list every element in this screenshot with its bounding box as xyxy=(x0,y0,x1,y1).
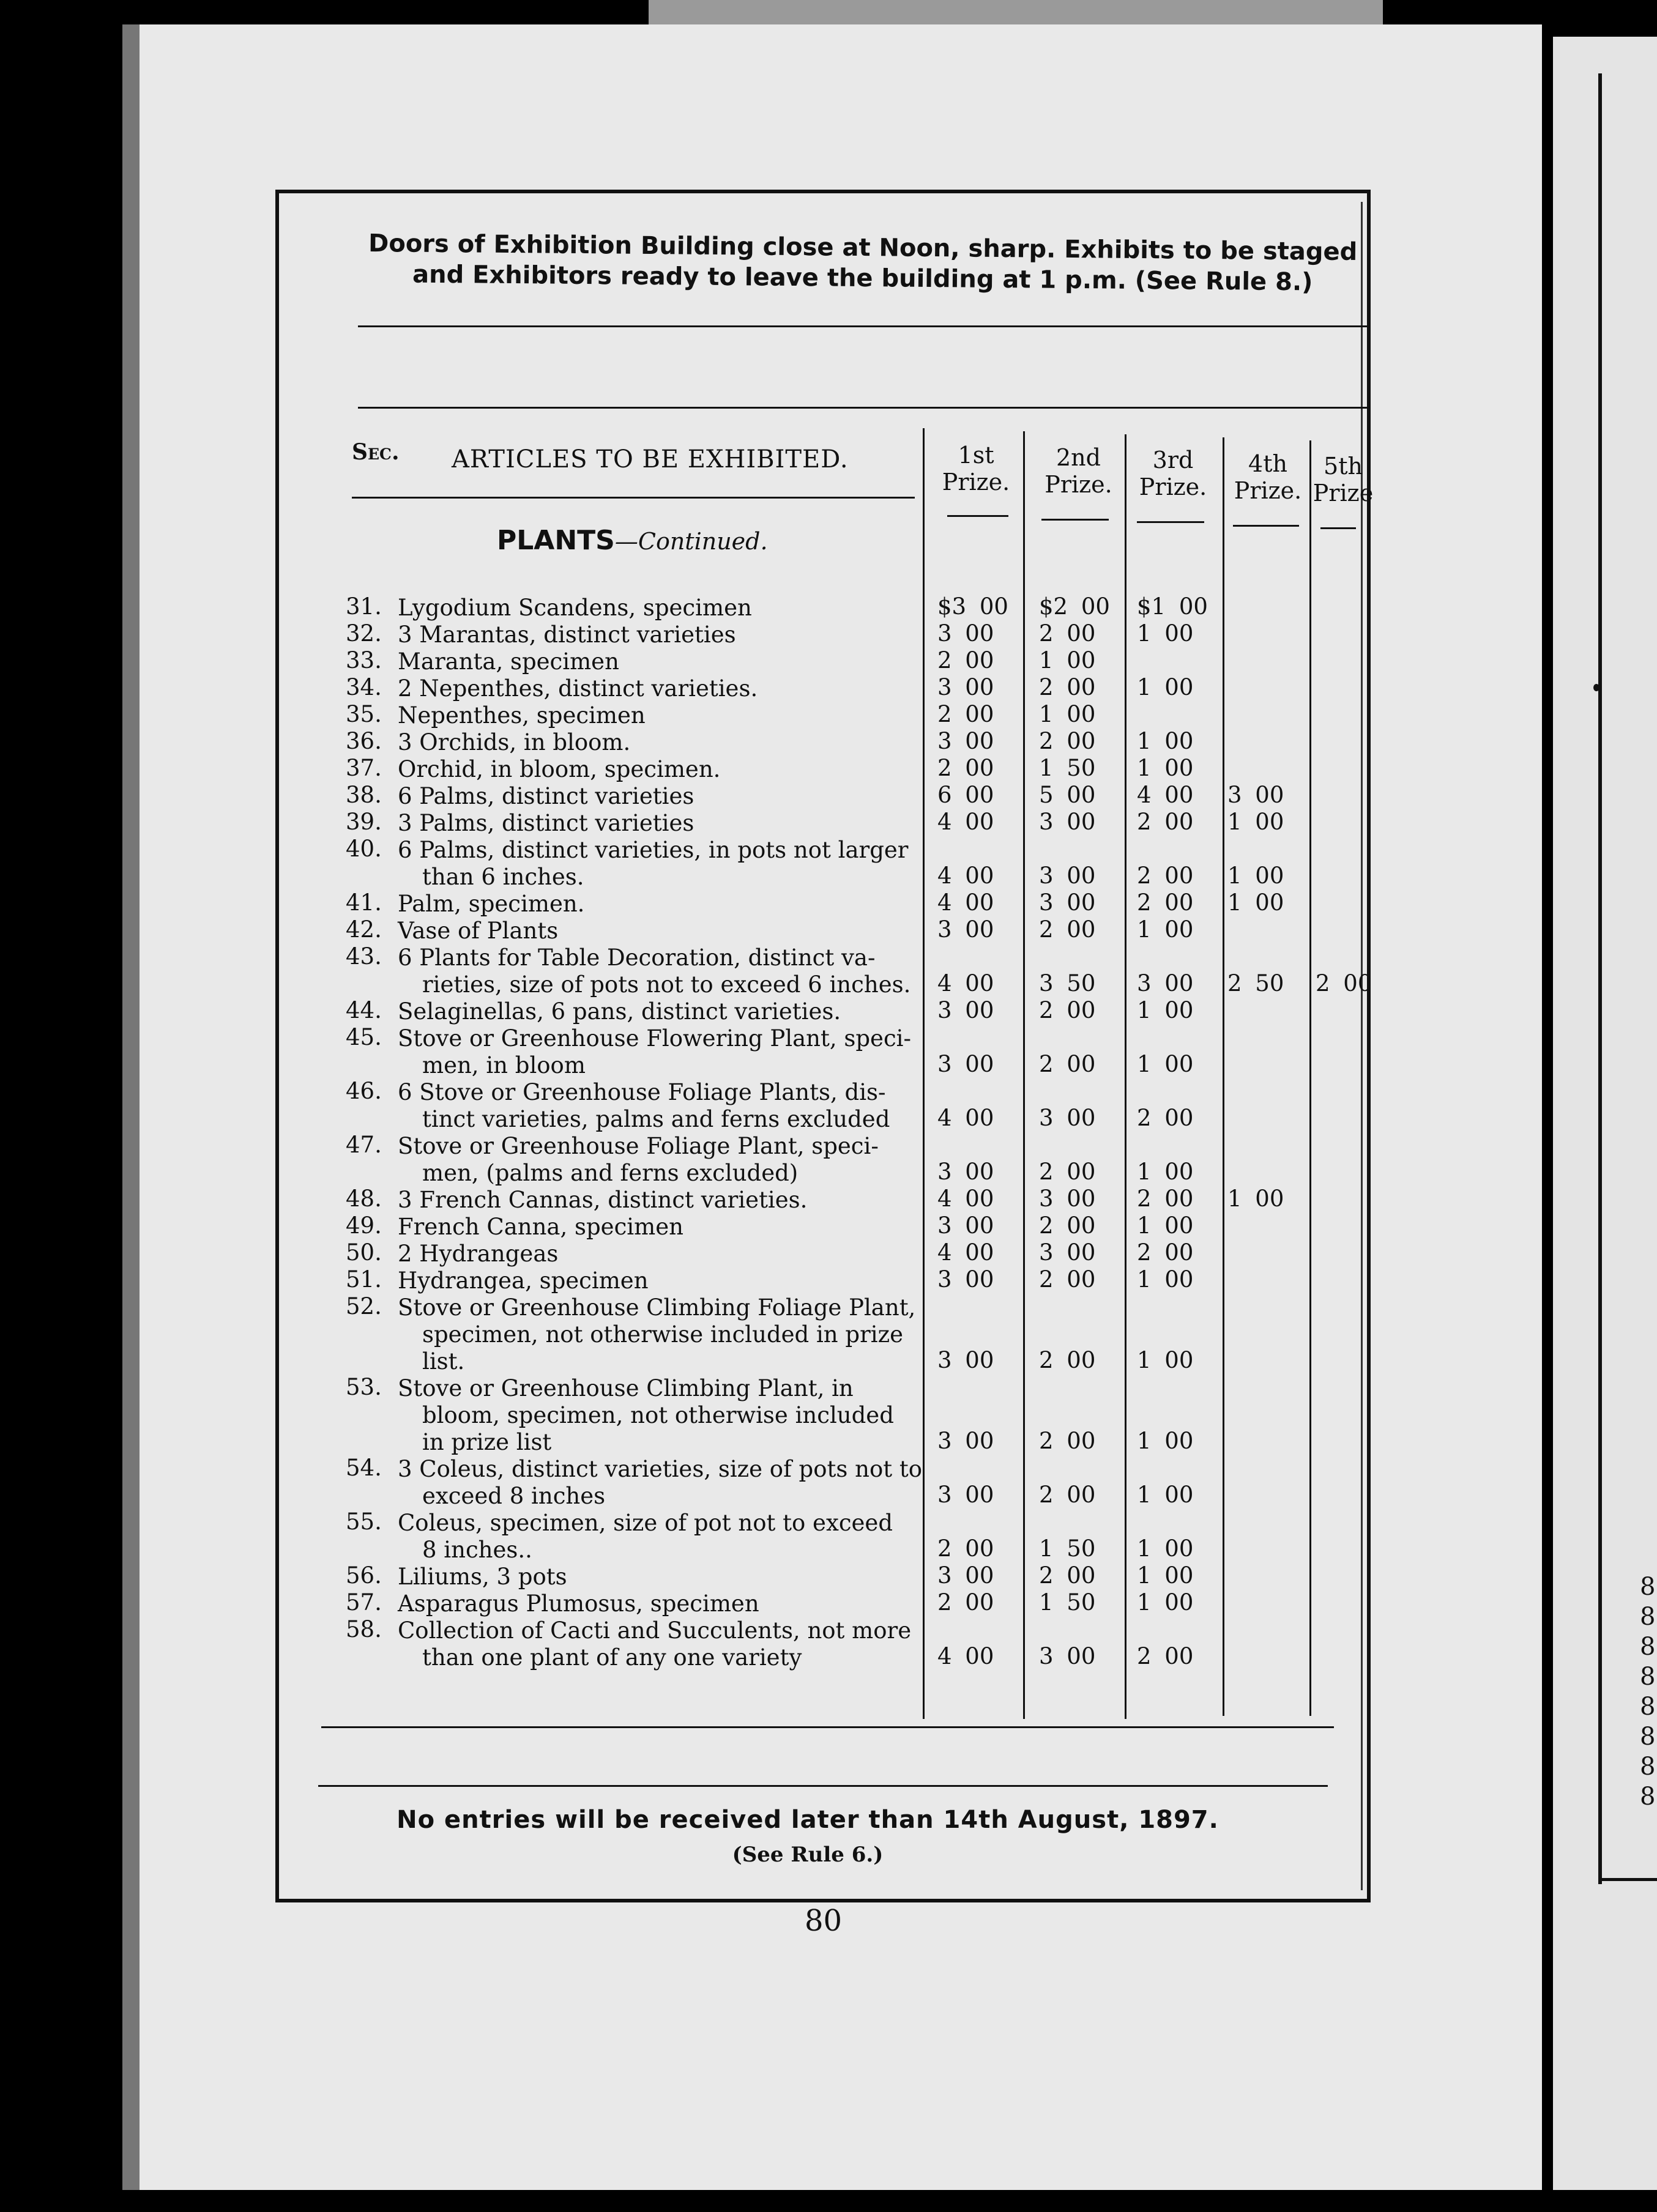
row-number: 47. xyxy=(346,1132,382,1158)
row-description: exceed 8 inches xyxy=(422,1483,606,1509)
prize-4-value: 1 00 xyxy=(1227,863,1284,889)
prize4-column-header: 4th Prize. xyxy=(1234,450,1302,504)
row-description: Stove or Greenhouse Flowering Plant, speci- xyxy=(398,1025,912,1052)
row-number: 39. xyxy=(346,809,382,835)
facing-page-digit: 8 xyxy=(1640,1573,1656,1601)
row-number: 37. xyxy=(346,755,382,781)
row-number: 35. xyxy=(346,701,382,727)
row-description: specimen, not otherwise included in prize xyxy=(422,1321,903,1348)
row-number: 49. xyxy=(346,1212,382,1239)
row-description: Stove or Greenhouse Climbing Foliage Plant, xyxy=(398,1294,916,1321)
prize5-header-rule xyxy=(1320,527,1356,529)
prize-1-value: 4 00 xyxy=(937,1643,994,1669)
prize-1-value: 2 00 xyxy=(937,755,994,781)
row-number: 44. xyxy=(346,997,382,1023)
prize-2-value: 2 00 xyxy=(1039,728,1096,754)
prize-2-value: 2 00 xyxy=(1039,916,1096,943)
row-number: 51. xyxy=(346,1266,382,1293)
prize-1-value: 4 00 xyxy=(937,1239,994,1266)
prize-3-value: 1 00 xyxy=(1137,1482,1194,1508)
prize-3-value: 2 00 xyxy=(1137,863,1194,889)
prize-1-value: 3 00 xyxy=(937,1212,994,1239)
row-number: 40. xyxy=(346,836,382,862)
row-number: 55. xyxy=(346,1509,382,1535)
col-divider-2 xyxy=(1023,431,1025,1719)
prize-2-value: 1 00 xyxy=(1039,701,1096,727)
header-line-2: and Exhibitors ready to leave the building at 1 p.m. (See Rule 8.) xyxy=(412,260,1313,297)
prize-3-value: 1 00 xyxy=(1137,916,1194,943)
prize-2-value: 2 00 xyxy=(1039,674,1096,700)
page-number: 80 xyxy=(805,1904,843,1938)
prize-2-value: 2 00 xyxy=(1039,620,1096,647)
row-number: 45. xyxy=(346,1024,382,1050)
prize-3-value: 2 00 xyxy=(1137,1105,1194,1131)
prize-1-value: 3 00 xyxy=(937,620,994,647)
prize-2-value: 2 00 xyxy=(1039,997,1096,1023)
prize-4-value: 1 00 xyxy=(1227,809,1284,835)
prize-1-value: 2 00 xyxy=(937,647,994,674)
prize-2-value: 3 00 xyxy=(1039,863,1096,889)
col-divider-4 xyxy=(1223,437,1224,1716)
row-description: 3 Orchids, in bloom. xyxy=(398,729,631,755)
row-description: 3 Palms, distinct varieties xyxy=(398,810,694,836)
entry-deadline-rule-ref: (See Rule 6.) xyxy=(732,1843,884,1867)
prize-1-value: 3 00 xyxy=(937,997,994,1023)
prize-1-value: 6 00 xyxy=(937,782,994,808)
prize-1-value: 3 00 xyxy=(937,728,994,754)
prize-1-value: 3 00 xyxy=(937,1266,994,1293)
prize3-column-header: 3rd Prize. xyxy=(1139,447,1207,500)
section-title-main: PLANTS xyxy=(497,525,615,556)
row-description: Maranta, specimen xyxy=(398,648,619,675)
prize-1-value: 4 00 xyxy=(937,889,994,916)
prize5-column-header: 5th Prize xyxy=(1313,453,1374,507)
prize-1-value: 4 00 xyxy=(937,809,994,835)
prize-2-value: 3 50 xyxy=(1039,970,1096,997)
prize-2-value: 3 00 xyxy=(1039,1186,1096,1212)
section-title xyxy=(497,525,768,556)
prize-3-value: $1 00 xyxy=(1137,593,1208,620)
row-description: Collection of Cacti and Succulents, not more xyxy=(398,1617,912,1644)
row-description: French Canna, specimen xyxy=(398,1214,683,1240)
prize-2-value: 3 00 xyxy=(1039,809,1096,835)
prize-3-value: 1 00 xyxy=(1137,1535,1194,1562)
header-rule-2 xyxy=(358,407,1368,409)
row-description: Nepenthes, specimen xyxy=(398,702,646,729)
prize-1-value: 4 00 xyxy=(937,970,994,997)
row-number: 31. xyxy=(346,593,382,620)
prize-2-value: 2 00 xyxy=(1039,1051,1096,1077)
prize-2-value: 2 00 xyxy=(1039,1266,1096,1293)
facing-page-digit: 8 xyxy=(1640,1693,1656,1721)
prize4-header-rule xyxy=(1233,525,1299,527)
prize-3-value: 1 00 xyxy=(1137,1159,1194,1185)
row-description: than one plant of any one variety xyxy=(422,1644,802,1671)
row-description: men, (palms and ferns excluded) xyxy=(422,1160,799,1186)
prize-1-value: 4 00 xyxy=(937,1105,994,1131)
prize-2-value: $2 00 xyxy=(1039,593,1110,620)
row-description: Palm, specimen. xyxy=(398,891,585,917)
prize-3-value: 1 00 xyxy=(1137,1589,1194,1616)
prize-3-value: 1 00 xyxy=(1137,755,1194,781)
row-number: 46. xyxy=(346,1078,382,1104)
page-gutter-edge xyxy=(122,24,140,2190)
row-description: bloom, specimen, not otherwise included xyxy=(422,1402,894,1428)
row-description: 6 Palms, distinct varieties xyxy=(398,783,694,809)
row-description: 6 Plants for Table Decoration, distinct va- xyxy=(398,945,876,971)
header-line-1: Doors of Exhibition Building close at Noon, sharp. Exhibits to be staged xyxy=(368,229,1358,267)
prize-3-value: 2 00 xyxy=(1137,1186,1194,1212)
prize-4-value: 1 00 xyxy=(1227,889,1284,916)
prize-3-value: 4 00 xyxy=(1137,782,1194,808)
row-description: in prize list xyxy=(422,1429,552,1455)
section-title-continued: —Continued. xyxy=(614,528,768,555)
row-description: 6 Palms, distinct varieties, in pots not larger xyxy=(398,837,909,863)
prize-2-value: 2 00 xyxy=(1039,1482,1096,1508)
header-notice xyxy=(343,228,1383,299)
row-description: 2 Hydrangeas xyxy=(398,1241,559,1267)
row-description: rieties, size of pots not to exceed 6 inches. xyxy=(422,971,911,998)
row-description: list. xyxy=(422,1348,465,1375)
prize-1-value: 2 00 xyxy=(937,1589,994,1616)
prize-2-value: 2 00 xyxy=(1039,1212,1096,1239)
prize-1-value: 3 00 xyxy=(937,1428,994,1454)
row-number: 52. xyxy=(346,1293,382,1319)
row-number: 57. xyxy=(346,1589,382,1616)
prize-3-value: 1 00 xyxy=(1137,620,1194,647)
prize-2-value: 2 00 xyxy=(1039,1428,1096,1454)
prize-1-value: 3 00 xyxy=(937,1159,994,1185)
facing-page-digit: 8 xyxy=(1640,1603,1656,1631)
prize-3-value: 1 00 xyxy=(1137,1428,1194,1454)
prize-1-value: 4 00 xyxy=(937,1186,994,1212)
sec-column-header: Sec. xyxy=(352,439,400,465)
row-number: 56. xyxy=(346,1562,382,1589)
prize-3-value: 1 00 xyxy=(1137,674,1194,700)
prize-3-value: 1 00 xyxy=(1137,1266,1194,1293)
prize-4-value: 1 00 xyxy=(1227,1186,1284,1212)
prize-2-value: 2 00 xyxy=(1039,1562,1096,1589)
prize-3-value: 1 00 xyxy=(1137,1051,1194,1077)
prize-2-value: 3 00 xyxy=(1039,1105,1096,1131)
row-description: Vase of Plants xyxy=(398,918,559,944)
prize-2-value: 1 50 xyxy=(1039,755,1096,781)
row-description: Lygodium Scandens, specimen xyxy=(398,595,752,621)
row-number: 36. xyxy=(346,728,382,754)
prize-1-value: 3 00 xyxy=(937,674,994,700)
footer-top-rule xyxy=(318,1785,1328,1787)
facing-page-digit: 8 xyxy=(1640,1723,1656,1751)
prize-1-value: 3 00 xyxy=(937,1051,994,1077)
prize-2-value: 2 00 xyxy=(1039,1159,1096,1185)
facing-page xyxy=(1553,37,1657,2190)
prize1-header-rule xyxy=(947,515,1008,517)
facing-page-digit: 8 xyxy=(1640,1663,1656,1691)
facing-page-digits xyxy=(1640,1572,1657,1812)
prize-3-value: 1 00 xyxy=(1137,728,1194,754)
prize-2-value: 3 00 xyxy=(1039,889,1096,916)
row-number: 58. xyxy=(346,1616,382,1642)
row-description: 3 French Cannas, distinct varieties. xyxy=(398,1187,808,1213)
facing-page-digit: 8 xyxy=(1640,1633,1656,1661)
row-description: Stove or Greenhouse Climbing Plant, in xyxy=(398,1375,854,1401)
row-description: 8 inches.. xyxy=(422,1537,532,1563)
articles-column-header: ARTICLES TO BE EXHIBITED. xyxy=(452,445,849,473)
prize-4-value: 3 00 xyxy=(1227,782,1284,808)
prize-4-value: 2 50 xyxy=(1227,970,1284,997)
row-number: 54. xyxy=(346,1455,382,1481)
prize-2-value: 2 00 xyxy=(1039,1347,1096,1373)
row-number: 43. xyxy=(346,943,382,970)
facing-page-digit: 8 xyxy=(1640,1783,1656,1811)
prize1-column-header: 1st Prize. xyxy=(942,442,1010,495)
prize-3-value: 2 00 xyxy=(1137,889,1194,916)
prize-1-value: 2 00 xyxy=(937,701,994,727)
prize-2-value: 3 00 xyxy=(1039,1239,1096,1266)
facing-page-digit: 8 xyxy=(1640,1753,1656,1781)
prize-2-value: 1 50 xyxy=(1039,1535,1096,1562)
row-description: tinct varieties, palms and ferns excluded xyxy=(422,1106,890,1132)
row-description: 6 Stove or Greenhouse Foliage Plants, dis- xyxy=(398,1079,886,1105)
prize3-header-rule xyxy=(1137,521,1204,523)
row-description: Coleus, specimen, size of pot not to exceed xyxy=(398,1510,893,1536)
row-number: 32. xyxy=(346,620,382,647)
header-rule-1 xyxy=(358,325,1368,327)
prize2-header-rule xyxy=(1041,519,1109,521)
ink-speck xyxy=(1593,684,1599,691)
prize-3-value: 2 00 xyxy=(1137,809,1194,835)
col-divider-3 xyxy=(1125,434,1126,1719)
prize-3-value: 2 00 xyxy=(1137,1643,1194,1669)
row-description: Asparagus Plumosus, specimen xyxy=(398,1590,759,1617)
prize-3-value: 1 00 xyxy=(1137,1562,1194,1589)
prize-1-value: 4 00 xyxy=(937,863,994,889)
prize-3-value: 2 00 xyxy=(1137,1239,1194,1266)
row-number: 38. xyxy=(346,782,382,808)
prize2-column-header: 2nd Prize. xyxy=(1044,444,1112,498)
prize-1-value: $3 00 xyxy=(937,593,1008,620)
row-description: Hydrangea, specimen xyxy=(398,1267,649,1294)
row-description: 3 Coleus, distinct varieties, size of pots not to xyxy=(398,1456,922,1482)
table-bottom-rule xyxy=(321,1726,1334,1728)
row-description: 2 Nepenthes, distinct varieties. xyxy=(398,675,758,702)
prize-1-value: 3 00 xyxy=(937,916,994,943)
prize-2-value: 3 00 xyxy=(1039,1643,1096,1669)
col-divider-5 xyxy=(1309,440,1311,1716)
facing-page-rule xyxy=(1598,73,1602,1884)
row-number: 53. xyxy=(346,1374,382,1400)
row-description: Selaginellas, 6 pans, distinct varieties. xyxy=(398,998,841,1025)
articles-header-rule xyxy=(352,497,915,499)
row-description: Orchid, in bloom, specimen. xyxy=(398,756,721,782)
row-description: Liliums, 3 pots xyxy=(398,1564,567,1590)
row-number: 34. xyxy=(346,674,382,700)
row-description: than 6 inches. xyxy=(422,864,584,890)
row-number: 41. xyxy=(346,889,382,916)
prize-5-value: 2 00 xyxy=(1316,970,1372,997)
entry-deadline-notice: No entries will be received later than 14th August, 1897. xyxy=(397,1806,1219,1834)
prize-1-value: 3 00 xyxy=(937,1482,994,1508)
row-description: Stove or Greenhouse Foliage Plant, speci- xyxy=(398,1133,879,1159)
facing-page-rule-bottom xyxy=(1598,1878,1657,1881)
row-number: 42. xyxy=(346,916,382,943)
row-number: 48. xyxy=(346,1186,382,1212)
row-number: 33. xyxy=(346,647,382,674)
prize-1-value: 3 00 xyxy=(937,1562,994,1589)
prize-1-value: 2 00 xyxy=(937,1535,994,1562)
prize-3-value: 1 00 xyxy=(1137,1212,1194,1239)
prize-2-value: 1 00 xyxy=(1039,647,1096,674)
prize-2-value: 5 00 xyxy=(1039,782,1096,808)
prize-3-value: 3 00 xyxy=(1137,970,1194,997)
prize-3-value: 1 00 xyxy=(1137,1347,1194,1373)
row-description: men, in bloom xyxy=(422,1052,586,1078)
row-number: 50. xyxy=(346,1239,382,1266)
prize-1-value: 3 00 xyxy=(937,1347,994,1373)
prize-2-value: 1 50 xyxy=(1039,1589,1096,1616)
row-description: 3 Marantas, distinct varieties xyxy=(398,622,736,648)
prize-3-value: 1 00 xyxy=(1137,997,1194,1023)
